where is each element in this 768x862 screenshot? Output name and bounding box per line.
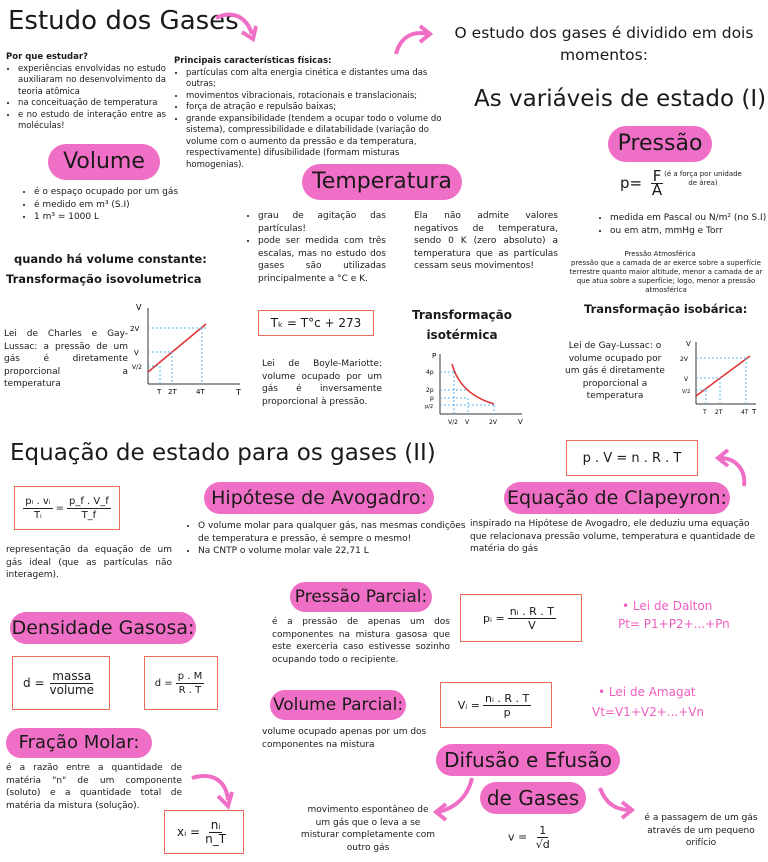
graham-den: √d — [535, 838, 550, 851]
atm-text: pressão que a camada de ar exerce sobre a superfície terrestre quanto maior altitude, menor a camada de ar que atua sobre a superfície; logo, menor a pressão atmosférica — [569, 259, 763, 294]
kelvin-formula: Tₖ = T°c + 273 — [258, 310, 374, 336]
diffusion-title: Difusão e Efusão — [436, 744, 620, 776]
mf-num: nᵢ — [210, 817, 221, 832]
x-tick: 2T — [715, 409, 723, 416]
partial-pressure-text: é a pressão de apenas um dos componentes na mistura gasosa que este exerceria caso estivesse sozinho ocupando todo o recipiente. — [272, 617, 450, 665]
volume-list — [22, 186, 214, 224]
y-tick: V — [134, 349, 139, 357]
feature-item: • grande expansibilidade (tendem a ocupar todo o volume do sistema), compressibilidade e dilatabilidade (variação do volume com o aumento da pressão e da temperatura, respectivamente) difusibilidade (formam misturas homogenias). — [186, 114, 442, 172]
mf-left: xᵢ = — [176, 825, 201, 839]
clapeyron-formula: p . V = n . R . T — [566, 440, 698, 476]
isothermal-graph — [424, 350, 528, 428]
general-num-2: p_f . V_f — [69, 495, 109, 507]
partial-pressure-formula — [460, 594, 582, 642]
x-tick: T — [703, 409, 707, 416]
isovolumetric-title: Transformação isovolumetrica — [6, 272, 202, 286]
general-gas-formula: $\frac{\text{pᵢ . vᵢ}}{\text{Tᵢ}}$ = $\frac{p\_f . V\_f}{T\_f}$ — [14, 486, 120, 530]
avogadro-title: Hipótese de Avogadro: — [204, 482, 434, 514]
pv-den: p — [503, 705, 511, 719]
arrow-icon — [596, 784, 636, 820]
arrow-icon — [188, 770, 234, 810]
pressure-title: Pressão — [608, 126, 712, 162]
x-tick: V/2 — [448, 419, 458, 426]
pressure-formula-left: p= — [620, 174, 643, 192]
partial-volume-title: Volume Parcial: — [270, 690, 406, 720]
density-f1-num: massa — [52, 668, 92, 683]
intro-text: O estudo dos gases é dividido em dois momentos: — [454, 24, 754, 64]
general-den-1: Tᵢ — [33, 509, 42, 521]
density-formula-1 — [12, 656, 110, 710]
dalton-law: • Lei de Dalton — [622, 599, 713, 613]
general-den-2: T_f — [81, 509, 97, 521]
partial-volume-formula — [440, 682, 552, 728]
y-tick: V/2 — [682, 389, 691, 395]
volume-title: Volume — [48, 144, 160, 180]
pressure-item: • medida em Pascal ou N/m² (no S.I) — [610, 212, 768, 225]
amagat-law: • Lei de Amagat — [598, 685, 696, 699]
charles-law: Lei de Charles e Gay-Lussac: a pressão de um gás é diretamente proporcional a temperatura — [4, 329, 128, 389]
section-title-2: Equação de estado para os gases (II) — [10, 440, 436, 466]
why-item: • e no estudo de interação entre as moléculas! — [18, 110, 166, 133]
pp-left: pᵢ = — [483, 611, 505, 625]
y-tick: V — [684, 376, 689, 383]
boyle-law: Lei de Boyle-Mariotte: volume ocupado por um gás é inversamente proporcional à pressão. — [262, 359, 382, 407]
y-axis-label: V — [136, 303, 142, 312]
density-f1-left: d = — [23, 676, 45, 690]
pressure-note: (é a força por unidade de área) — [664, 170, 742, 187]
pp-num: nᵢ . R . T — [509, 604, 554, 618]
general-num-1: pᵢ . vᵢ — [25, 495, 51, 507]
gay-lussac-law: Lei de Gay-Lussac: o volume ocupado por um gás é diretamente proporcional a temperatura — [565, 341, 665, 401]
density-formula-2 — [144, 656, 218, 710]
pressure-list — [598, 212, 768, 237]
y-tick: 4p — [426, 369, 434, 376]
absolute-zero-text: Ela não admite valores negativos de temperatura, sendo 0 K (zero absoluto) a temperatura que as partículas cessam seus movimentos! — [414, 211, 558, 271]
x-axis-label: V — [518, 418, 523, 426]
arrow-icon — [212, 10, 260, 44]
density-f1-den: volume — [49, 682, 94, 697]
temperature-list — [246, 210, 386, 285]
arrow-icon — [392, 24, 434, 58]
graham-formula — [508, 824, 555, 851]
pressure-den: A — [651, 181, 663, 199]
x-tick: 2T — [168, 388, 177, 396]
dalton-formula: Pt= P1+P2+...+Pn — [618, 617, 730, 631]
pp-den: V — [528, 618, 536, 632]
molar-fraction-text: é a razão entre a quantidade de matéria "n" de um componente (soluto) e a quantidade total de matéria da mistura (solução). — [6, 763, 182, 811]
avogadro-item: • O volume molar para qualquer gás, nas mesmas condições de temperatura e pressão, é sempre o mesmo! — [198, 520, 476, 545]
density-f2-den: R . T — [178, 684, 202, 696]
volume-item: • é medido em m³ (S.I) — [34, 199, 214, 212]
mf-den: n_T — [205, 831, 227, 846]
amagat-formula: Vt=V1+V2+...+Vn — [592, 705, 705, 719]
features-block — [174, 56, 442, 171]
features-heading: Principais características físicas: — [174, 56, 332, 66]
y-tick: 2V — [680, 356, 688, 363]
feature-item: • força de atração e repulsão baixas; — [186, 102, 442, 114]
x-tick: 2V — [489, 419, 497, 426]
density-f2-left: d = — [154, 677, 173, 689]
molar-fraction-formula — [164, 810, 244, 854]
section-title-1: As variáveis de estado (I) — [474, 86, 767, 112]
why-block — [6, 52, 166, 133]
temperature-title: Temperatura — [302, 164, 462, 200]
why-item: • experiências envolvidas no estudo auxiliaram no desenvolvimento da teoria atômica — [18, 64, 166, 99]
pv-num: nᵢ . R . T — [484, 691, 530, 705]
volume-item: • é o espaço ocupado por um gás — [34, 186, 214, 199]
effusion-text: é a passagem de um gás através de um pequeno orifício — [644, 813, 758, 848]
graham-num: 1 — [539, 824, 547, 837]
graham-left: v = — [508, 830, 528, 844]
atm-title: Pressão Atmosférica — [624, 250, 696, 258]
why-heading: Por que estudar? — [6, 52, 88, 62]
isovolumetric-graph — [128, 302, 246, 398]
volume-item: • 1 m³ = 1000 L — [34, 211, 214, 224]
y-tick: 2p — [426, 387, 434, 394]
density-title: Densidade Gasosa: — [10, 612, 196, 644]
y-axis-label: P — [432, 352, 437, 360]
page-title: Estudo dos Gases — [8, 6, 239, 36]
x-tick: 4T — [196, 388, 205, 396]
feature-item: • movimentos vibracionais, rotacionais e translacionais; — [186, 91, 442, 103]
temperature-item: • grau de agitação das partículas! — [258, 210, 386, 235]
partial-pressure-title: Pressão Parcial: — [290, 582, 432, 612]
x-axis-label: T — [236, 388, 241, 397]
x-axis-label: T — [752, 408, 757, 416]
isobaric-graph — [678, 338, 762, 418]
feature-item: • partículas com alta energia cinética e distantes uma das outras; — [186, 68, 442, 91]
partial-volume-text: volume ocupado apenas por um dos componentes na mistura — [262, 727, 427, 750]
isothermal-title: Transformação isotérmica — [411, 308, 512, 342]
y-axis-label: V — [686, 340, 691, 348]
temperature-item: • pode ser medida com três escalas, mas no estudo dos gases são utilizadas principalmente a °C e K. — [258, 235, 386, 285]
ideal-gas-text: representação da equação de um gás ideal (que as partículas não interagem). — [6, 545, 172, 580]
diffusion-text: movimento espontâneo de um gás que o leva a se misturar completamente com outro gás — [300, 805, 436, 853]
isobaric-title: Transformação isobárica: — [584, 302, 748, 316]
clapeyron-title: Equação de Clapeyron: — [504, 482, 730, 514]
avogadro-item: • Na CNTP o volume molar vale 22,71 L — [198, 545, 476, 558]
clapeyron-text: inspirado na Hipótese de Avogadro, ele deduziu uma equação que relacionava pressão volume, temperatura e quantidade de matéria do gás — [470, 519, 756, 554]
volume-constant: quando há volume constante: — [14, 252, 207, 266]
pressure-item: • ou em atm, mmHg e Torr — [610, 225, 768, 238]
molar-fraction-title: Fração Molar: — [6, 728, 152, 758]
y-tick: V/2 — [132, 364, 142, 371]
avogadro-list — [186, 520, 476, 558]
density-f2-num: p . M — [177, 670, 203, 682]
why-item: • na conceituação de temperatura — [18, 98, 166, 110]
pv-left: Vᵢ = — [457, 698, 480, 712]
pressure-formula — [620, 167, 667, 199]
y-tick: p — [430, 395, 434, 402]
y-tick: p/2 — [425, 404, 434, 410]
x-tick: 4T — [741, 409, 749, 416]
pressure-num: F — [652, 167, 662, 185]
x-tick: T — [157, 388, 162, 396]
x-tick: V — [465, 419, 470, 426]
diffusion-title-2: de Gases — [480, 782, 586, 814]
y-tick: 2V — [130, 325, 140, 333]
